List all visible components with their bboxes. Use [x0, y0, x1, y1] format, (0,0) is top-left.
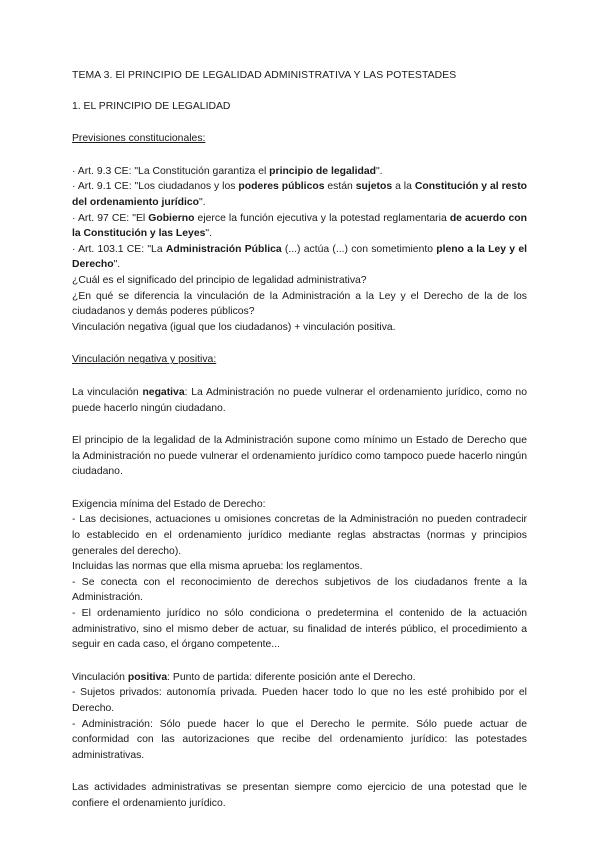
art-97-text-d: ". [205, 228, 212, 240]
art-97-text-c: ejerce la función ejecutiva y la potestad reglamentaria [194, 212, 450, 224]
art-103-1-bold-2: pleno a la Ley y el Derecho [72, 243, 527, 271]
answer-line: Vinculación negativa (igual que los ciudadanos) + vinculación positiva. [72, 321, 396, 333]
art-9-1-text-c: están [324, 181, 356, 193]
section-heading: 1. EL PRINCIPIO DE LEGALIDAD [72, 100, 231, 112]
positiva-item-2: - Administración: Sólo puede hacer lo que el Derecho le permite. Sólo puede actuar de conformidad con las autorizaciones que recibe del ordenamiento jurídico: las potestades administrativas. [72, 718, 527, 761]
document-title: TEMA 3. El PRINCIPIO DE LEGALIDAD ADMINISTRATIVA Y LAS POTESTADES [72, 70, 457, 81]
art-9-1-bold-2: sujetos [355, 181, 393, 193]
art-103-1-text-d: ". [113, 259, 121, 271]
negativa-bold: negativa [142, 386, 185, 398]
art-9-1-line [72, 179, 527, 210]
positiva-bold: positiva [127, 671, 168, 683]
art-9-3-bold: principio de legalidad [269, 165, 376, 177]
vinculacion-heading [72, 352, 527, 368]
negativa-text-c: : La Administración no puede vulnerar el ordenamiento jurídico, como no puede hacerlo ningún ciudadano. [72, 386, 527, 414]
question-1: ¿Cuál es el significado del principio de legalidad administrativa? [72, 274, 367, 286]
art-9-1-bold-3: Constitución y al resto del ordenamiento jurídico [72, 181, 527, 208]
art-9-3-line [72, 164, 527, 180]
art-103-1-text-c: (...) actúa (...) con sometimiento [281, 243, 437, 255]
art-9-1-text-d: a la [392, 181, 415, 193]
positiva-text-a: Vinculación [72, 671, 128, 683]
positiva-item-1: - Sujetos privados: autonomía privada. Pueden hacer todo lo que no les esté prohibido por el Derecho. [72, 687, 527, 714]
exigencia-item-1: - Las decisiones, actuaciones u omisiones concretas de la Administración no pueden contradecir lo establecido en el ordenamiento jurídico mediante reglas abstractas (normas y principios generales del derecho). [72, 514, 527, 557]
exigencia-item-3: - El ordenamiento jurídico no sólo condiciona o predetermina el contenido de la actuación administrativo, sino el mismo deber de actuar, su finalidad de interés público, el procedimiento a seguir en cada caso, el órgano competente... [72, 608, 527, 651]
art-97-line [72, 211, 527, 242]
final-paragraph: Las actividades administrativas se presentan siempre como ejercicio de una potestad que le confiere el ordenamiento jurídico. [72, 782, 527, 809]
art-97-text-a: · Art. 97 CE: "El [72, 212, 149, 224]
art-9-1-text-e: ". [199, 196, 206, 208]
negativa-paragraph [72, 385, 527, 416]
art-9-1-bold-1: poderes públicos [238, 181, 325, 193]
art-97-bold-1: Gobierno [148, 212, 195, 224]
art-103-1-bold-1: Administración Pública [165, 243, 282, 255]
art-9-3-text-c: ". [375, 165, 383, 177]
negativa-text-a: La vinculación [72, 386, 143, 398]
art-9-1-text-a: · Art. 9.1 CE: "Los ciudadanos y los [72, 181, 239, 193]
previsiones-heading [72, 131, 527, 147]
art-103-1-text-a: · Art. 103.1 CE: "La [72, 243, 166, 255]
art-97-bold-2: de acuerdo con la Constitución y las Leyes [72, 212, 528, 240]
principio-paragraph: El principio de la legalidad de la Administración supone como mínimo un Estado de Derecho que la Administración no puede vulnerar el ordenamiento jurídico como tampoco puede hacerlo ningún ciudadano. [72, 435, 527, 478]
vinculacion-heading-text: Vinculación negativa y positiva: [72, 354, 217, 366]
art-103-1-line [72, 242, 527, 273]
positiva-text-c: : Punto de partida: diferente posición ante el Derecho. [167, 671, 416, 683]
question-2: ¿En qué se diferencia la vinculación de la Administración a la Ley y el Derecho de la de los ciudadanos y demás poderes públicos? [72, 290, 527, 318]
exigencia-heading: Exigencia mínima del Estado de Derecho: [72, 498, 266, 510]
exigencia-item-2: - Se conecta con el reconocimiento de derechos subjetivos de los ciudadanos frente a la Administración. [72, 576, 527, 604]
positiva-paragraph [72, 670, 527, 686]
art-9-3-text-a: · Art. 9.3 CE: "La Constitución garantiza el [72, 165, 270, 177]
previsiones-heading-text: Previsiones constitucionales: [72, 133, 206, 145]
document-page [72, 68, 527, 812]
exigencia-item-1b: Incluidas las normas que ella misma aprueba: los reglamentos. [72, 561, 363, 573]
